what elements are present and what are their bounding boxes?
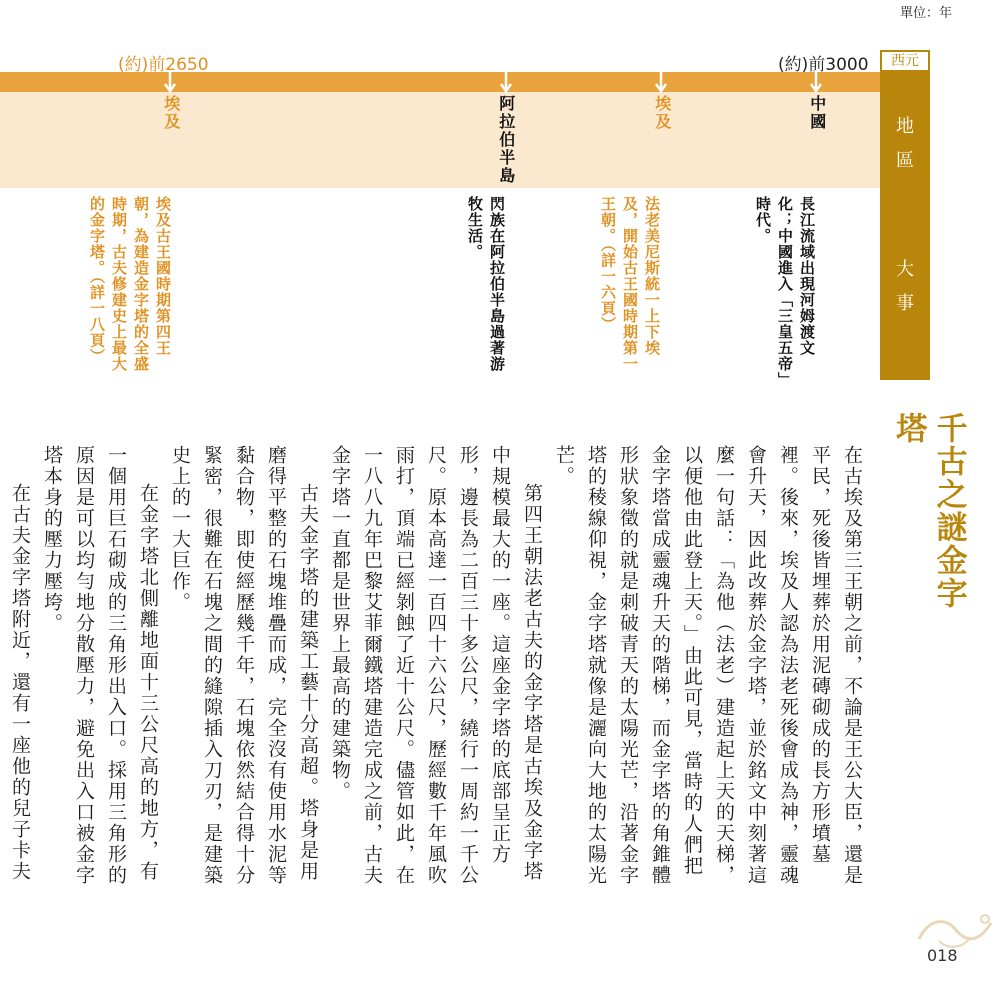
sidebar-label: 區 bbox=[896, 150, 914, 171]
timeline-region: 埃及 bbox=[652, 95, 672, 131]
timeline-arrow-icon bbox=[654, 70, 668, 94]
sidebar-label: 地 bbox=[896, 116, 914, 137]
article-title: 千古之謎金字塔 bbox=[890, 412, 967, 610]
timeline-arrow-icon bbox=[499, 70, 513, 94]
timeline-description: 埃及古王國時期第四王朝，為建造金字塔的全盛時期，古夫修建史上最大的金字塔。（詳一八頁） bbox=[88, 196, 172, 372]
article-paragraph: 古夫金字塔的建築工藝十分高超。塔身是用磨得平整的石塊堆疊而成，完全沒有使用水泥等黏合物，即使經歷幾千年，石塊依然結合得十分緊密，很難在石塊之間的縫隙插入刀刃，是建築史上的一大巨作。 bbox=[169, 445, 319, 886]
year-label-left: (約)前2650 bbox=[118, 55, 209, 75]
timeline-region-band bbox=[0, 92, 880, 188]
timeline-bar bbox=[0, 72, 880, 92]
page-number: 018 bbox=[927, 946, 958, 965]
sidebar-header: 西元 bbox=[880, 50, 930, 72]
sidebar-band bbox=[880, 50, 930, 380]
year-label-right: (約)前3000 bbox=[778, 55, 869, 75]
timeline-description: 長江流域出現河姆渡文化；中國進入「三皇五帝」時代。 bbox=[754, 196, 816, 381]
timeline-arrow-icon bbox=[809, 70, 823, 94]
article-paragraph: 在古夫金字塔附近，還有一座他的兒子卡夫 bbox=[9, 483, 31, 882]
article-body bbox=[9, 445, 868, 895]
article-paragraph: 第四王朝法老古夫的金字塔是古埃及金字塔中規模最大的一座。這座金字塔的底部呈正方形，邊長為二百三十多公尺，繞行一周約一千公尺。原本高達一百四十六公尺，歷經數千年風吹雨打，頂端已經剝蝕了近十公尺。儘管如此，在一八八九年巴黎艾菲爾鐵塔建造完成之前，古夫金字塔一直都是世界上最高的建築物。 bbox=[329, 445, 543, 886]
sidebar-label: 大 bbox=[896, 259, 914, 280]
timeline-region: 中國 bbox=[807, 95, 827, 131]
unit-label: 單位：年 bbox=[900, 6, 953, 21]
sidebar-label: 事 bbox=[896, 293, 914, 314]
article-paragraph: 在金字塔北側離地面十三公尺高的地方，有一個用巨石砌成的三角形出入口。採用三角形的原因是可以均勻地分散壓力，避免出入口被金字塔本身的壓力壓垮。 bbox=[41, 445, 159, 886]
article-paragraph: 在古埃及第三王朝之前，不論是王公大臣，還是平民，死後皆埋葬於用泥磚砌成的長方形墳墓裡。後來，埃及人認為法老死後會成為神，靈魂會升天，因此改葬於金字塔，並於銘文中刻著這麼一句話：「為他（法老）建造起上天的天梯，以便他由此登上天。」由此可見，當時的人們把金字塔當成靈魂升天的階梯，而金字塔的角錐體形狀象徵的就是刺破青天的太陽光芒，沿著金字塔的稜線仰視，金字塔就像是灑向大地的太陽光芒。 bbox=[553, 445, 863, 886]
timeline-description: 閃族在阿拉伯半島過著游牧生活。 bbox=[466, 196, 506, 372]
timeline-region: 埃及 bbox=[161, 95, 181, 131]
timeline-region: 阿拉伯半島 bbox=[496, 95, 516, 185]
timeline-description: 法老美尼斯統一上下埃及，開始古王國時期第一王朝。（詳一六頁） bbox=[599, 196, 661, 372]
timeline-arrow-icon bbox=[163, 70, 177, 94]
